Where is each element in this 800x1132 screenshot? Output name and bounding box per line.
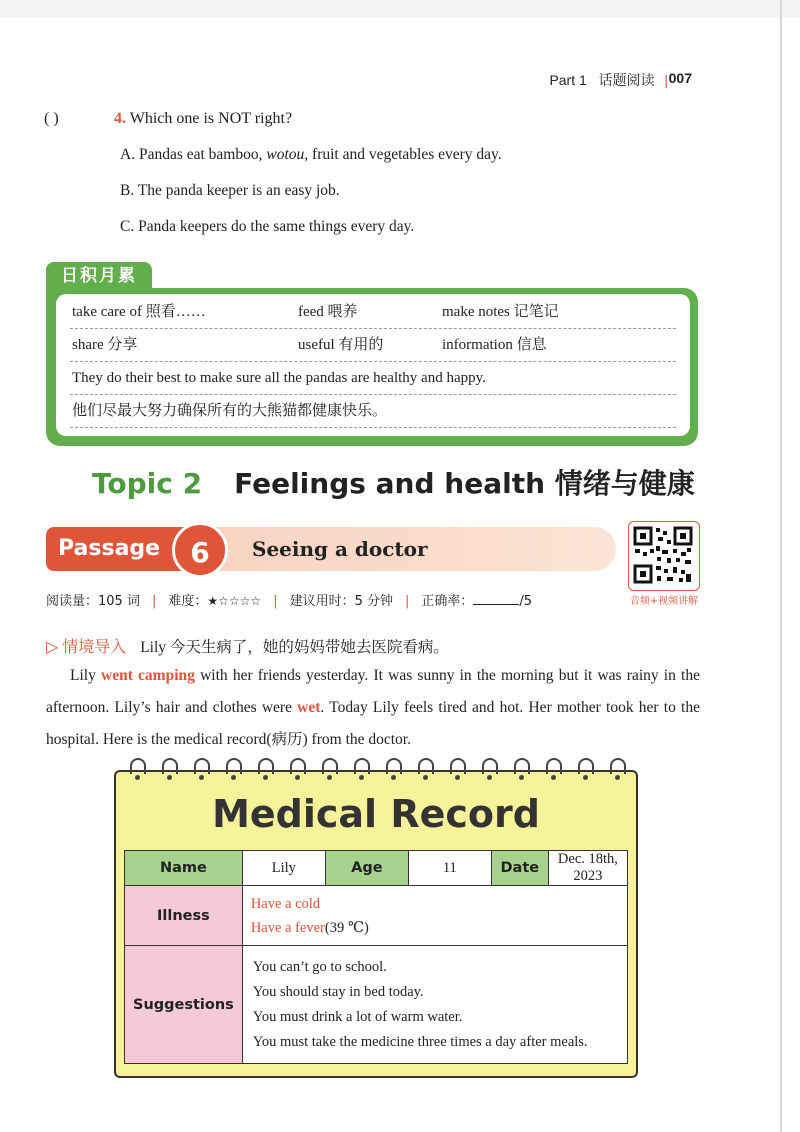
ring-icon <box>194 758 210 774</box>
ring-icon <box>578 758 594 774</box>
ring-icon <box>162 758 178 774</box>
highlight-word: wet <box>297 699 321 716</box>
ring-icon <box>546 758 562 774</box>
intro-label: 情境导入 <box>62 637 127 656</box>
suggestion-item: You must drink a lot of warm water. <box>252 1008 463 1025</box>
answer-blank[interactable]: ( ) <box>44 110 59 127</box>
star-empty-icon: ☆ <box>250 594 262 608</box>
name-value: Lily <box>242 851 325 886</box>
vocab-sentence-en <box>70 362 676 395</box>
medical-record-card <box>114 770 638 1078</box>
vocab-item: feed 喂养 <box>298 304 358 320</box>
option-b-letter: B. <box>120 182 135 199</box>
passage-title: Seeing a doctor <box>252 537 428 561</box>
story-text: with her friends yesterday. It was sunny in the morning but it was rainy in the afternoon. Lily’s hair and clothes were <box>46 667 700 716</box>
difficulty-stars <box>207 594 261 609</box>
difficulty-label: 难度： <box>168 594 208 609</box>
name-label: Name <box>125 851 243 886</box>
qr-code-icon[interactable] <box>628 521 700 591</box>
illness-label: Illness <box>125 886 243 946</box>
header-section: 话题阅读 <box>598 72 655 88</box>
meta-divider: | <box>273 594 278 609</box>
meta-divider: | <box>404 594 410 609</box>
ring-icon <box>226 758 242 774</box>
topic-title: Feelings and health 情绪与健康 <box>234 467 695 500</box>
record-row-suggestions <box>125 946 628 1064</box>
option-a-letter: A. <box>120 146 136 163</box>
vocab-item: make notes 记笔记 <box>442 304 559 320</box>
accuracy-label: 正确率： <box>421 594 474 609</box>
vocab-sentence-zh-text: 他们尽最大努力确保所有的大熊猫都健康快乐。 <box>72 403 388 419</box>
passage-label: Passage <box>46 527 196 571</box>
suggested-time: 建议用时：5 分钟 <box>289 594 393 609</box>
star-filled-icon: ★ <box>207 594 219 608</box>
ring-icon <box>322 758 338 774</box>
suggestion-item: You should stay in bed today. <box>252 983 424 1000</box>
question-number: 4. <box>114 110 126 127</box>
illness-item <box>251 916 619 940</box>
accuracy-blank[interactable] <box>473 592 519 605</box>
suggestion-item: You can’t go to school. <box>252 958 387 975</box>
story-text: Lily <box>70 667 102 684</box>
ring-icon <box>418 758 434 774</box>
illness-item-text: Have a fever <box>250 919 325 936</box>
suggestion-item: You must take the medicine three times a day after meals. <box>252 1033 588 1050</box>
topic-heading <box>92 462 695 502</box>
option-a-text-end: , fruit and vegetables every day. <box>304 146 502 163</box>
vocab-sentence-zh <box>70 395 676 428</box>
vocab-sentence-en-text: They do their best to make sure all the pandas are healthy and happy. <box>72 370 486 386</box>
page-top-strip <box>0 0 800 18</box>
ring-icon <box>130 758 146 774</box>
date-value: Dec. 18th, 2023 <box>548 851 627 886</box>
passage-number: 6 <box>172 522 228 578</box>
option-a-text-start: Pandas eat bamboo, <box>138 146 263 163</box>
ring-icon <box>290 758 306 774</box>
scenario-intro <box>46 634 449 657</box>
qr-caption: 音频+视频讲解 <box>629 596 699 607</box>
highlight-phrase: went camping <box>101 667 195 684</box>
intro-text: Lily 今天生病了，她的妈妈带她去医院看病。 <box>140 639 449 656</box>
suggestions-list <box>242 946 627 1064</box>
illness-value <box>242 886 627 946</box>
option-c <box>120 218 414 236</box>
star-empty-icon: ☆ <box>239 594 251 608</box>
word-count: 阅读量：105 词 <box>46 594 140 609</box>
record-row-illness <box>125 886 628 946</box>
story-paragraph <box>46 660 700 756</box>
story-text: . Today Lily feels tired and hot. Her mother took her to the hospital. Here is the medical record(病历) from the doctor. <box>46 699 700 748</box>
page-number: 007 <box>668 70 692 86</box>
suggestions-label: Suggestions <box>125 946 243 1064</box>
star-empty-icon: ☆ <box>228 594 240 608</box>
record-row-info <box>125 851 628 886</box>
ring-icon <box>514 758 530 774</box>
record-table <box>124 850 628 1064</box>
page-edge <box>780 0 782 1132</box>
vocab-item: share 分享 <box>72 337 138 353</box>
vocab-row-2 <box>70 329 676 362</box>
illness-item: Have a cold <box>250 895 321 912</box>
header-part: Part 1 <box>549 72 587 88</box>
ring-icon <box>258 758 274 774</box>
topic-label: Topic 2 <box>92 467 203 500</box>
reading-meta <box>46 590 532 609</box>
option-b-text: The panda keeper is an easy job. <box>137 182 340 199</box>
age-value: 11 <box>408 851 491 886</box>
question-text: Which one is NOT right? <box>129 110 293 127</box>
option-a-italic: wotou <box>266 146 305 163</box>
vocab-item: information 信息 <box>442 337 547 353</box>
ring-icon <box>354 758 370 774</box>
accuracy-total: /5 <box>519 594 533 609</box>
option-b <box>120 182 340 200</box>
vocab-tab: 日积月累 <box>46 262 152 290</box>
star-empty-icon: ☆ <box>218 594 229 608</box>
ring-icon <box>386 758 402 774</box>
temperature: (39 ℃) <box>324 919 369 936</box>
ring-icon <box>610 758 626 774</box>
meta-divider: | <box>151 594 157 609</box>
ring-icon <box>450 758 466 774</box>
date-label: Date <box>491 851 548 886</box>
record-title: Medical Record <box>212 792 540 836</box>
ring-icon <box>482 758 498 774</box>
age-label: Age <box>325 851 408 886</box>
header-divider: | <box>664 72 668 88</box>
option-a <box>120 146 502 164</box>
option-c-text: Panda keepers do the same things every day. <box>138 218 415 235</box>
vocab-item: useful 有用的 <box>298 337 384 353</box>
vocab-box <box>56 294 690 436</box>
option-c-letter: C. <box>120 218 135 235</box>
vocab-row-1 <box>70 296 676 329</box>
triangle-icon: ▷ <box>46 639 59 656</box>
running-header <box>549 70 674 90</box>
vocab-item: take care of 照看…… <box>72 304 206 320</box>
question-4 <box>44 110 292 128</box>
